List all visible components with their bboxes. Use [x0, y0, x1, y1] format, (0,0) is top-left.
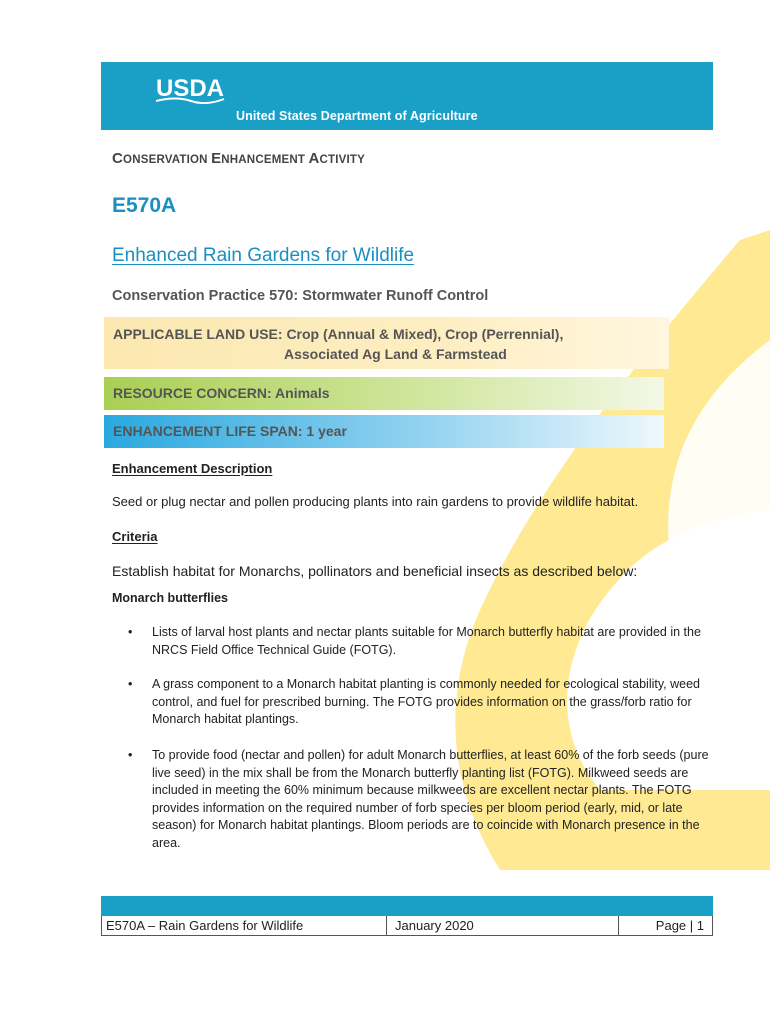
criteria-intro: Establish habitat for Monarchs, pollinators and beneficial insects as described below:	[112, 563, 638, 579]
list-item: • To provide food (nectar and pollen) for adult Monarch butterflies, at least 60% of the forb seeds (pure live seed) in the mix shall be from the Monarch butterfly planting list (FOTG). Milkweed seeds are included in meeting the 60% minimum because milkweeds are excellent nectar plants. The FOTG provides information on the required number of forb species per bloom period (early, mid, or late season) for Monarch habitat plantings. Bloom periods are to coincide with Monarch presence in the area.	[128, 748, 709, 850]
footer-bar	[101, 896, 713, 916]
list-item: • Lists of larval host plants and nectar plants suitable for Monarch butterfly habitat are provided in the NRCS Field Office Technical Guide (FOTG).	[128, 625, 701, 657]
page-title: Enhanced Rain Gardens for Wildlife	[112, 245, 415, 266]
list-item: • A grass component to a Monarch habitat planting is commonly needed for ecological stability, weed control, and fuel for prescribed burning. The FOTG provides information on the grass/forb ratio for Monarch habitat plantings.	[128, 677, 700, 726]
bullet-icon: •	[128, 677, 133, 691]
life-span-band: ENHANCEMENT LIFE SPAN: 1 year	[104, 415, 664, 448]
land-use-band	[104, 317, 669, 369]
department-name: United States Department of Agriculture	[236, 109, 478, 123]
footer-page-number: Page | 1	[655, 918, 704, 933]
bullet-icon: •	[128, 625, 133, 639]
footer-row	[101, 916, 713, 936]
enhancement-code: E570A	[112, 194, 177, 217]
monarch-heading: Monarch butterflies	[112, 591, 228, 605]
land-use-line-2: Associated Ag Land & Farmstead	[284, 346, 507, 362]
resource-concern-band: RESOURCE CONCERN: Animals	[104, 377, 664, 410]
description-heading: Enhancement Description	[112, 461, 273, 476]
bullet-icon: •	[128, 748, 133, 762]
footer-date: January 2020	[387, 916, 619, 935]
conservation-practice: Conservation Practice 570: Stormwater Runoff Control	[112, 288, 489, 304]
footer-doc-name: E570A – Rain Gardens for Wildlife	[102, 916, 387, 935]
description-text: Seed or plug nectar and pollen producing plants into rain gardens to provide wildlife habitat.	[112, 494, 639, 509]
page-footer	[101, 896, 713, 936]
svg-text:USDA: USDA	[156, 75, 225, 102]
activity-kicker: CONSERVATION ENHANCEMENT ACTIVITY	[112, 150, 366, 167]
criteria-heading: Criteria	[112, 529, 158, 544]
land-use-line-1: APPLICABLE LAND USE: Crop (Annual & Mixed), Crop (Perrennial),	[113, 326, 564, 342]
